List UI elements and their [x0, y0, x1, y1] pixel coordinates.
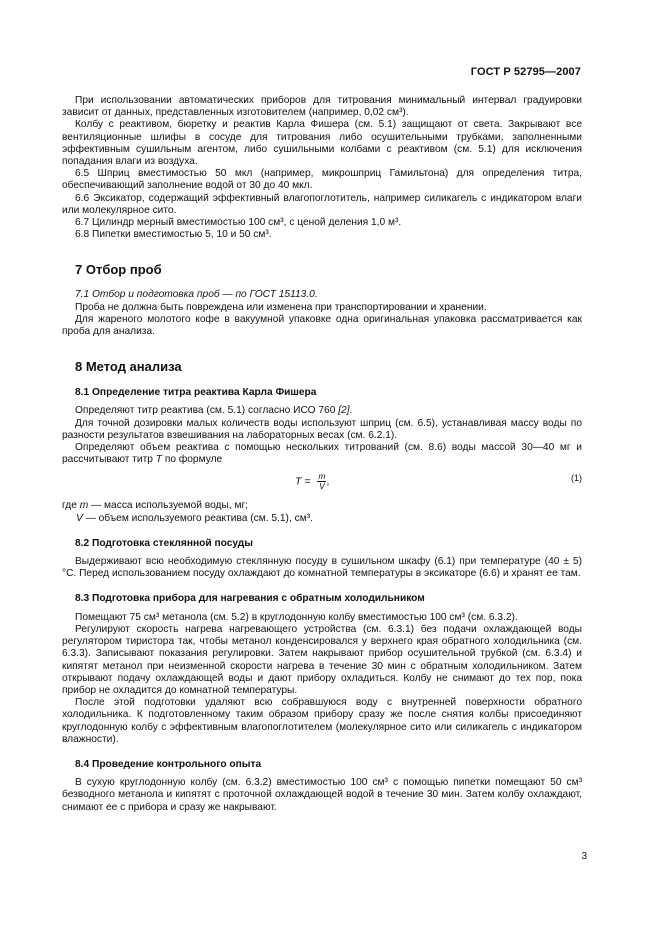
paragraph-8-1-volume: Определяют объем реактива с помощью нескольких титрований (см. 8.6) воды массой 30—40 мг и рассчитывают титр T по формуле [62, 442, 582, 466]
paragraph-6-6: 6.6 Эксикатор, содержащий эффективный влагопоглотитель, например силикагель с индикатором влаги или молекулярное сито. [62, 192, 582, 216]
section-8-2-title: 8.2 Подготовка стеклянной посуды [75, 537, 253, 549]
paragraph-8-1-titer: Определяют титр реактива (см. 5.1) согласно ИСО 760 [2]. [75, 405, 353, 417]
paragraph-7-sample-integrity: Проба не должна быть повреждена или изменена при транспортировании и хранении. [75, 301, 487, 313]
paragraph-7-1: 7.1 Отбор и подготовка проб — по ГОСТ 15113.0. [75, 289, 318, 301]
formula-number: (1) [571, 473, 582, 484]
legend-m: где m — масса используемой воды, мг; [62, 500, 249, 512]
section-7-title: 7 Отбор проб [75, 262, 162, 278]
page-number: 3 [581, 851, 587, 862]
document-header: ГОСТ Р 52795—2007 [470, 66, 581, 78]
legend-v: V — объем используемого реактива (см. 5.1), см³. [76, 512, 313, 524]
reference-2: [2] [338, 405, 350, 417]
paragraph-6-5: 6.5 Шприц вместимостью 50 мкл (например, микрошприц Гамильтона) для определения титра, обеспечивающий заполнение водой от 30 до 40 мкл. [62, 168, 582, 192]
paragraph-8-1-syringe: Для точной дозировки малых количеств воды используют шприц (см. 6.5), устанавливая массу воды по разности результатов взвешивания на лабораторных весах (см. 6.2.1). [62, 417, 582, 441]
section-8-title: 8 Метод анализа [75, 359, 182, 375]
paragraph-8-2: Выдерживают всю необходимую стеклянную посуду в сушильном шкафу (6.1) при температуре (40 ± 5) °C. Перед использованием посуду охлаждают до комнатной температуры в эксикаторе (6.6) и хранят ее там. [62, 556, 582, 580]
paragraph-graduation: При использовании автоматических приборов для титрования минимальный интервал градуировки зависит от данных, представленных изготовителем (например, 0,02 см³). [62, 95, 582, 119]
document-body [62, 95, 582, 814]
formula-expression: T = $\frac{m}{V}$ , [295, 471, 330, 492]
paragraph-6-7: 6.7 Цилиндр мерный вместимостью 100 см³, с ценой деления 1,0 м³. [75, 217, 402, 229]
paragraph-8-4: В сухую круглодонную колбу (см. 6.3.2) вместимостью 100 см³ с помощью пипетки помещают 50 см³ безводного метанола и кипятят с проточной охлаждающей водой в течение 30 мин. Затем колбу охлаждают, снимают ее с прибора и сразу же накрывают. [62, 777, 582, 813]
section-8-3-title: 8.3 Подготовка прибора для нагревания с обратным холодильником [75, 593, 425, 605]
section-8-4-title: 8.4 Проведение контрольного опыта [75, 758, 262, 770]
paragraph-6-8: 6.8 Пипетки вместимостью 5, 10 и 50 см³. [75, 229, 272, 241]
formula-legend [62, 500, 582, 524]
paragraph-light-protection: Колбу с реактивом, бюретку и реактив Карла Фишера (см. 5.1) защищают от света. Закрывают все вентиляционные шлифы в сосуде для титрования либо осушительными трубками, заполненными эффективным сушильным агентом, либо сушильными колбами с реактивом (см. 5.1) для исключения попадания влаги из воздуха. [62, 119, 582, 168]
formula-numerator: m [318, 471, 326, 482]
paragraph-8-3-drying: После этой подготовки удаляют всю собравшуюся воду с внутренней поверхности обратного холодильника. К подготовленному таким образом прибору сразу же после снятия колбы присоединяют круглодонную колбу с эффективным влагопоглотителем (молекулярное сито или силикагель с индикатором влажности). [62, 697, 582, 745]
formula-1 [62, 472, 582, 496]
paragraph-8-3-heating: Регулируют скорость нагрева нагревающего устройства (см. 6.3.1) без подачи охлаждающей воды регулятором тиристора так, чтобы метанол конденсировался у верхнего края обратного холодильника (см. 6.3.3). Записывают показания регулировки. Затем накрывают прибор осушительной трубкой (см. 6.3.4) и кипятят метанол при неизменной скорости нагрева в течение 30 мин с обратным холодильником. Затем открывают подачу охлаждающей воды и дают прибору охладиться. Колбу не снимают до тех пор, пока прибор не охладится до комнатной температуры. [62, 623, 582, 696]
section-8-1-title: 8.1 Определение титра реактива Карла Фишера [75, 387, 317, 399]
paragraph-8-3-methanol: Помещают 75 см³ метанола (см. 5.2) в круглодонную колбу вместимостью 100 см³ (см. 6.3.2). [75, 611, 518, 623]
formula-denominator: V [319, 481, 325, 492]
paragraph-7-vacuum-pack: Для жареного молотого кофе в вакуумной упаковке одна оригинальная упаковка рассматривается как проба для анализа. [62, 313, 582, 338]
